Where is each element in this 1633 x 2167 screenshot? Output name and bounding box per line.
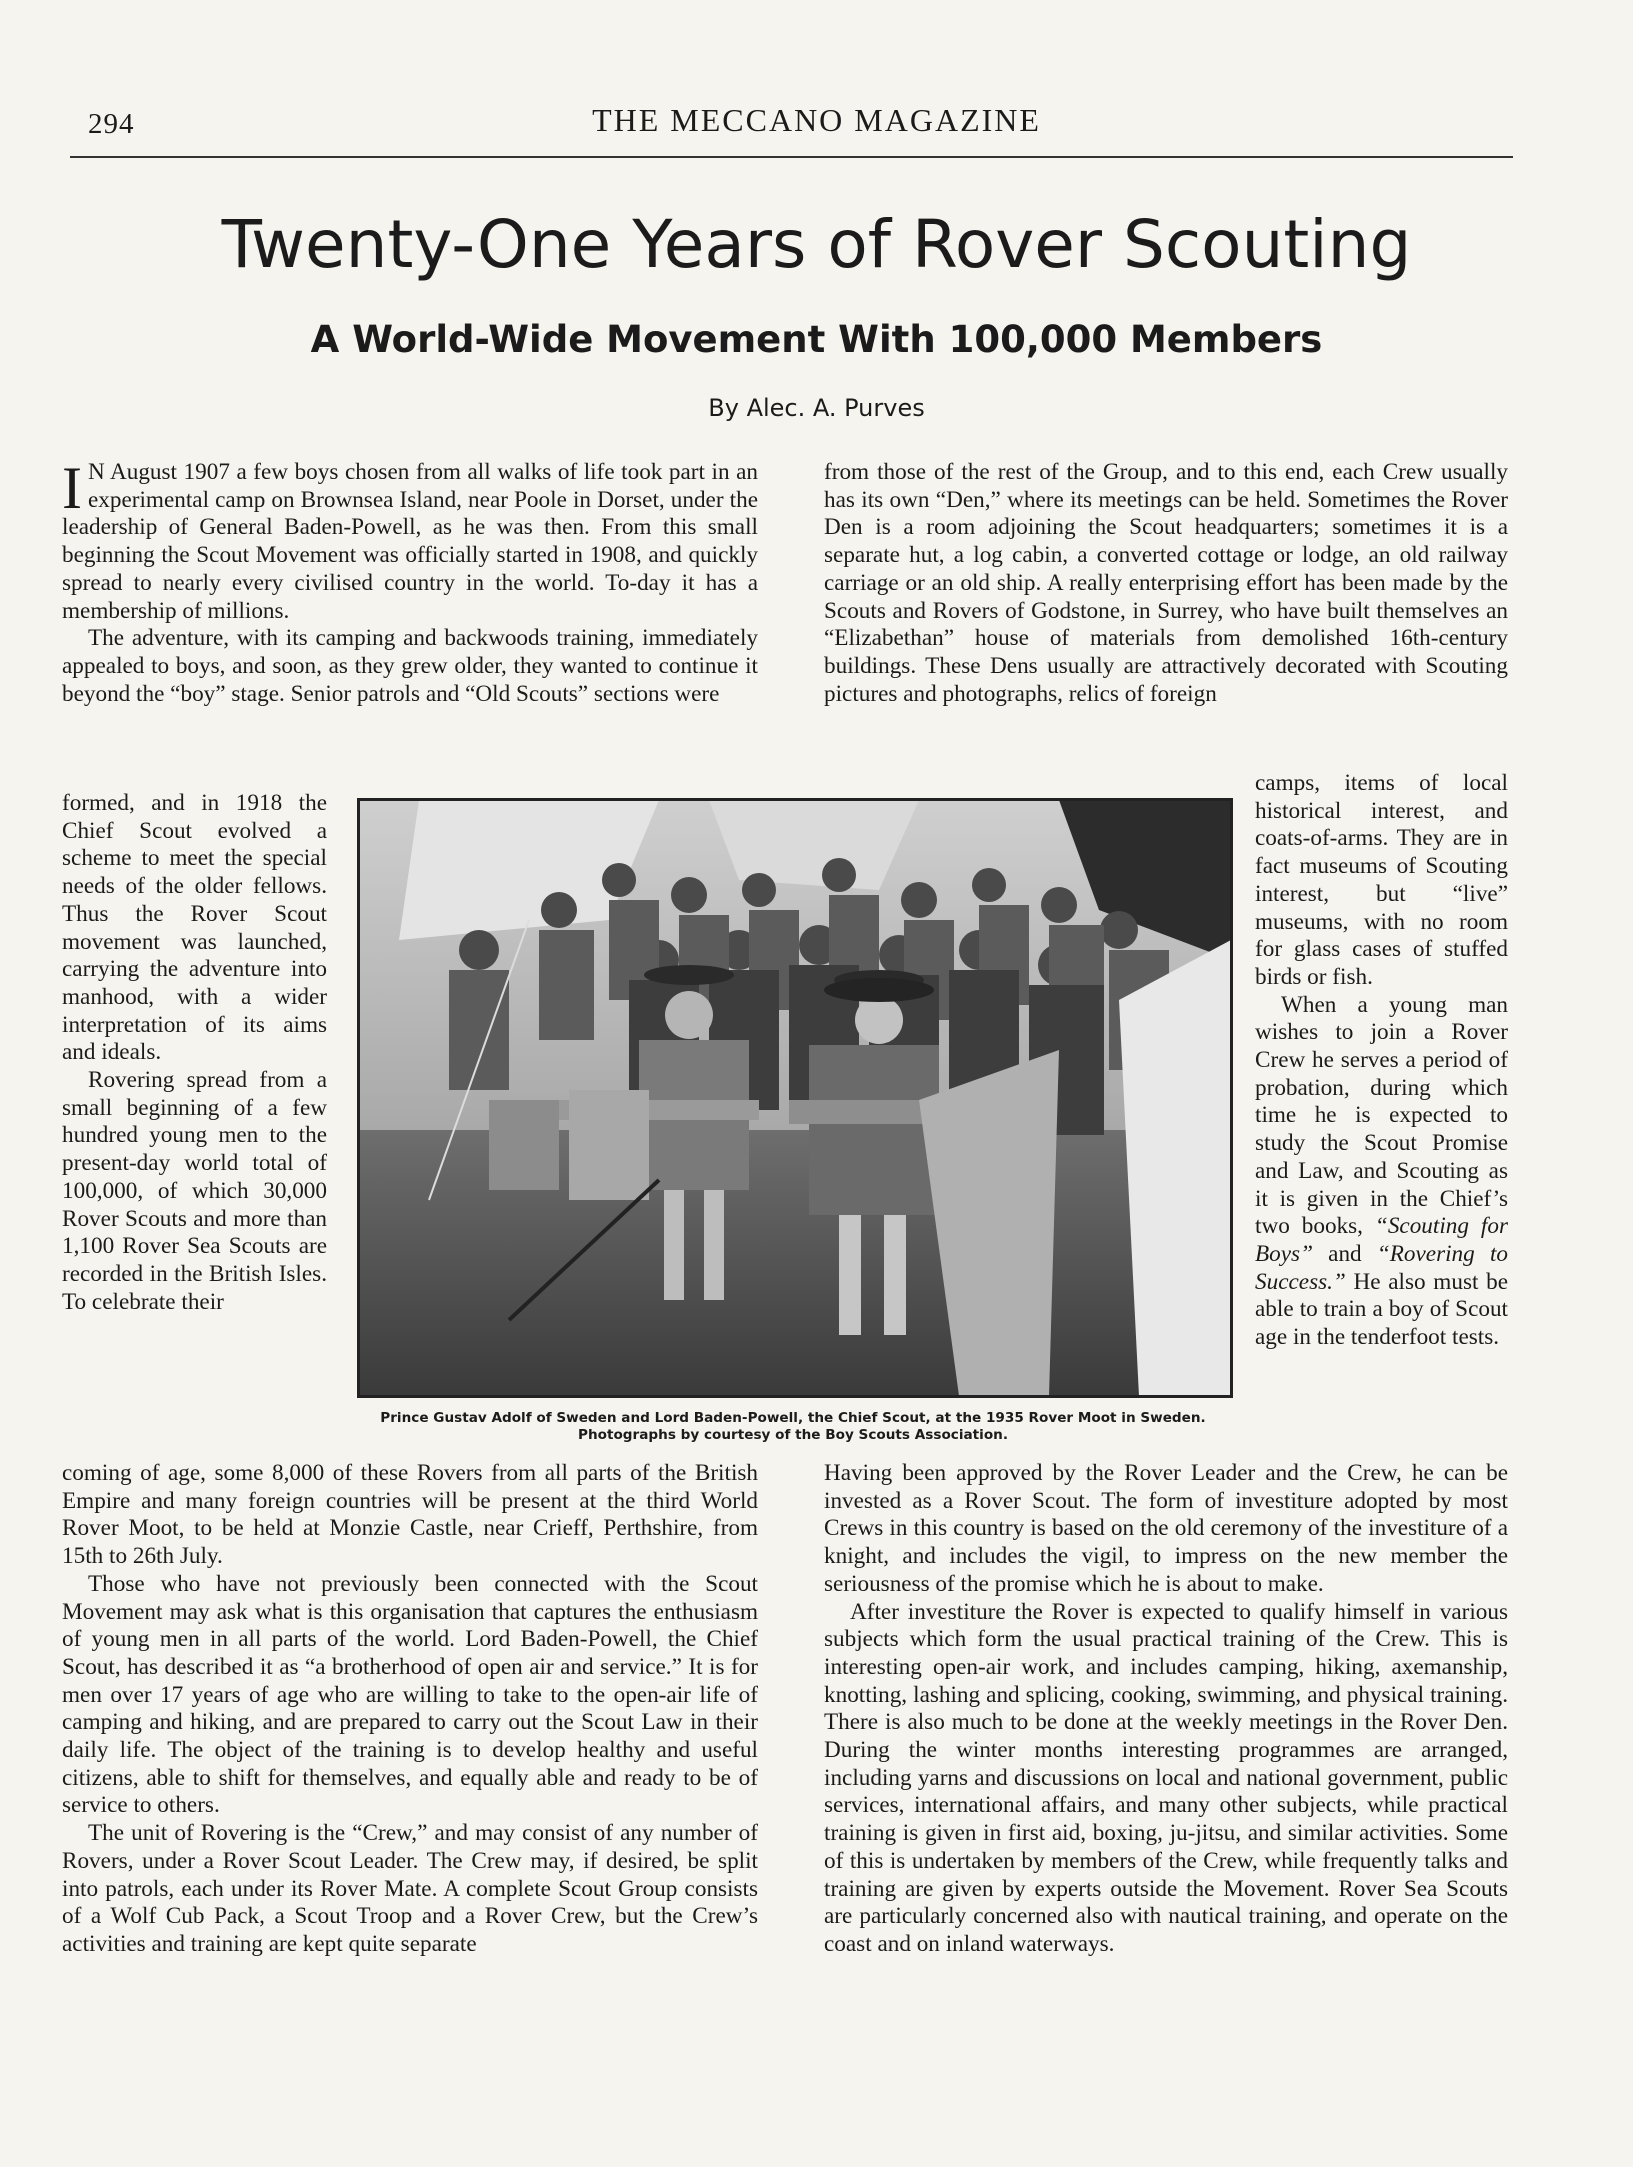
paragraph-text: N August 1907 a few boys chosen from all walks of life took part in an experimental camp on Brownsea Island, near Poole in Dorset, under the leadership of General Baden-Powell, as he was then. From this small beginning the Scout Movement was officially started in 1908, and quickly spread to nearly every civilised country in the world. To-day it has a membership of millions.: [62, 459, 758, 624]
caption-text: Prince Gustav Adolf of Sweden and Lord Baden-Powell, the Chief Scout, at the 1935 Rover Moot in Sweden.: [380, 1410, 1206, 1426]
paragraph: formed, and in 1918 the Chief Scout evolved a scheme to meet the special needs of the older fellows. Thus the Rover Scout movement was launched, carrying the adventure into manhood, with a wider interpretation of its aims and ideals.: [62, 790, 327, 1066]
photo-credit: Photographs by courtesy of the Boy Scouts Association.: [577, 1427, 1009, 1443]
left-column-top: [62, 459, 758, 763]
right-column-bottom: [824, 1460, 1508, 2080]
article-title: Twenty-One Years of Rover Scouting: [221, 206, 1412, 283]
article-subtitle: A World-Wide Movement With 100,000 Members: [310, 318, 1323, 361]
paragraph: from those of the rest of the Group, and to this end, each Crew usually has its own “Den,” where its meetings can be held. Sometimes the Rover Den is a room adjoining the Scout headquarters; sometimes it is a separate hut, a log cabin, a converted cottage or lodge, an old railway carriage or an old ship. A really enterprising effort has been made by the Scouts and Rovers of Godstone, in Surrey, who have built themselves an “Elizabethan” house of materials from demolished 16th-century buildings. These Dens usually are attractively decorated with Scouting pictures and photographs, relics of foreign: [824, 459, 1508, 707]
right-column-narrow: [1255, 770, 1508, 1460]
running-head: THE MECCANO MAGAZINE: [592, 102, 1041, 138]
right-column-top: [824, 459, 1508, 763]
photo-caption: [340, 1410, 1246, 1444]
paragraph-text: When a young man wishes to join a Rover Crew he serves a period of probation, during which time he is expected to study the Scout Promise and Law, and Scouting as it is given in the Chief’s two books,: [1255, 991, 1508, 1240]
drop-cap: I: [62, 459, 82, 521]
left-column-narrow: [62, 790, 327, 1490]
header-rule: [70, 156, 1513, 158]
book-title: “Scouting for Boys”: [1255, 1213, 1508, 1267]
paragraph: camps, items of local historical interest, and coats-of-arms. They are in fact museums of Scouting interest, but “live” museums, with no room for glass cases of stuffed birds or fish.: [1255, 770, 1508, 990]
book-title: “Rovering to Success.”: [1255, 1240, 1508, 1295]
paragraph: coming of age, some 8,000 of these Rovers from all parts of the British Empire and many foreign countries will be present at the third World Rover Moot, to be held at Monzie Castle, near Crieff, Perthshire, from 15th to 26th July.: [62, 1460, 758, 1570]
paragraph: Having been approved by the Rover Leader and the Crew, he can be invested as a Rover Scout. The form of investiture adopted by most Crews in this country is based on the old ceremony of the investiture of a knight, and includes the vigil, to impress on the new member the seriousness of the promise which he is about to make.: [824, 1460, 1508, 1597]
paragraph-text: and: [1312, 1240, 1377, 1267]
photo-scout-gathering: [359, 800, 1231, 1396]
paragraph: Rovering spread from a small beginning of a few hundred young men to the present-day world total of 100,000, of which 30,000 Rover Scouts and more than 1,100 Rover Sea Scouts are recorded in the British Isles. To celebrate their: [62, 1067, 327, 1315]
paragraph: Those who have not previously been connected with the Scout Movement may ask what is this organisation that captures the enthusiasm of young men in all parts of the world. Lord Baden-Powell, the Chief Scout, has described it as “a brotherhood of open air and service.” It is for men over 17 years of age who are willing to take to the open-air life of camping and hiking, and are prepared to carry out the Scout Law in their daily life. The object of the training is to develop healthy and useful citizens, able to shift for themselves, and equally able and ready to be of service to others.: [62, 1570, 758, 1819]
paragraph: [1255, 992, 1508, 1352]
paragraph: After investiture the Rover is expected to qualify himself in various subjects which form the usual practical training of the Crew. This is interesting open-air work, and includes camping, hiking, axemanship, knotting, lashing and splicing, cooking, swimming, and physical training. There is also much to be done at the weekly meetings in the Rover Den. During the winter months interesting programmes are arranged, including yarns and discussions on local and national government, public services, international affairs, and many other subjects, while practical training is given in first aid, boxing, ju-jitsu, and similar activities. Some of this is undertaken by members of the Crew, while frequently talks and training are given by experts outside the Movement. Rover Sea Scouts are particularly concerned also with nautical training, and operate on the coast and on inland waterways.: [824, 1598, 1508, 1957]
paragraph: The adventure, with its camping and backwoods training, immediately appealed to boys, and soon, as they grew older, they wanted to continue it beyond the “boy” stage. Senior patrols and “Old Scouts” sections were: [62, 625, 758, 707]
byline: By Alec. A. Purves: [708, 394, 925, 422]
paragraph: [62, 459, 758, 625]
left-column-bottom: [62, 1460, 758, 2080]
article-photo: [357, 798, 1233, 1398]
page-number: 294: [88, 108, 135, 140]
paragraph-text: He also must be able to train a boy of Scout age in the tenderfoot tests.: [1255, 1268, 1508, 1351]
paragraph: The unit of Rovering is the “Crew,” and may consist of any number of Rovers, under a Rover Scout Leader. The Crew may, if desired, be split into patrols, each under its Rover Mate. A complete Scout Group consists of a Wolf Cub Pack, a Scout Troop and a Rover Crew, but the Crew’s activities and training are kept quite separate: [62, 1820, 758, 1957]
